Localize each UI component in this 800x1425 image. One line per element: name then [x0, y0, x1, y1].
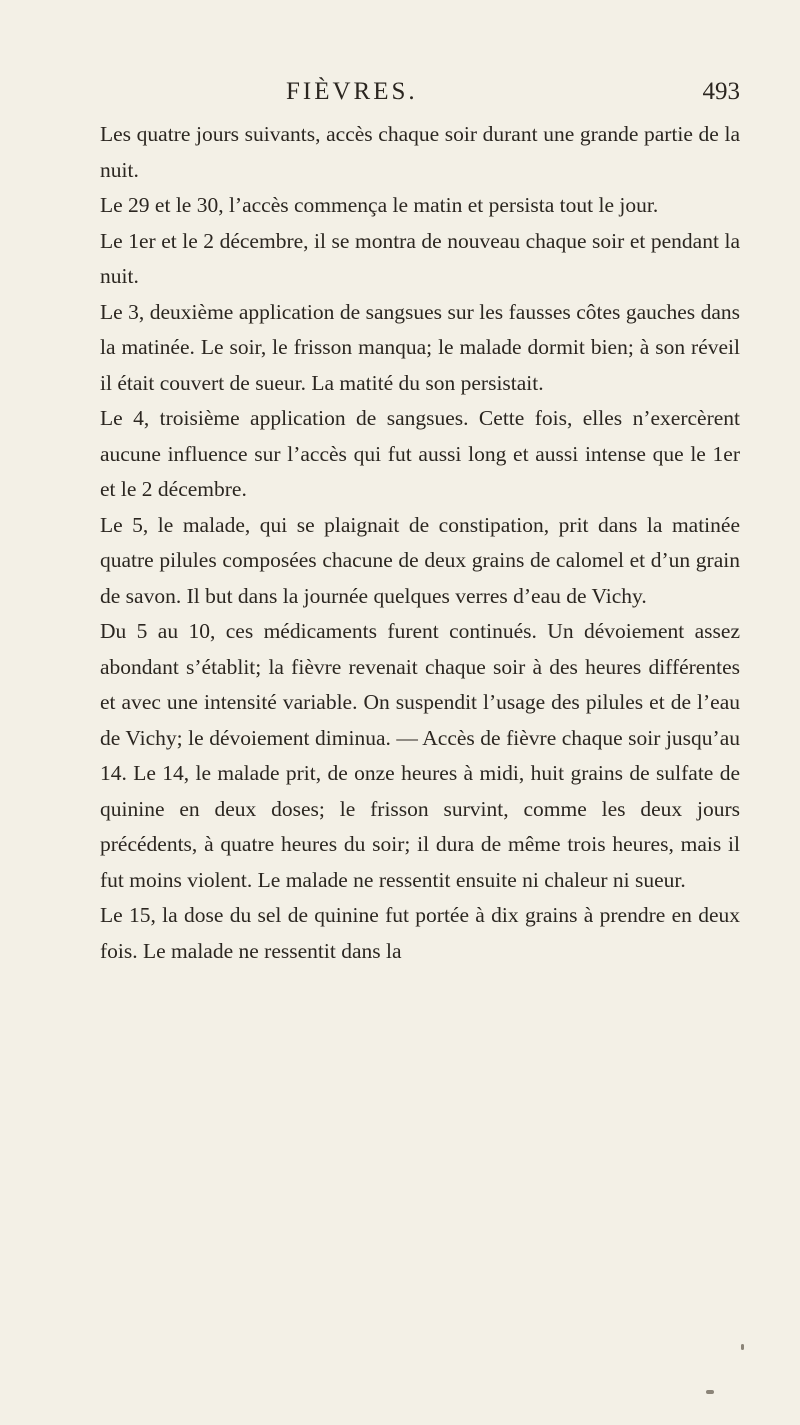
- paragraph: Les quatre jours suivants, accès chaque soir durant une grande partie de la nuit.: [100, 122, 740, 182]
- paragraph: Du 5 au 10, ces médicaments furent continués. Un dévoiement assez abondant s’établit; la fièvre revenait chaque soir à des heures différentes et avec une intensité variable. On suspendit l’usage des pilules et de l’eau de Vichy; le dévoiement diminua. — Accès de fièvre chaque soir jusqu’au 14. Le 14, le malade prit, de onze heures à midi, huit grains de sulfate de quinine en deux doses; le frisson survint, comme les deux jours précédents, à quatre heures du soir; il dura de même trois heures, mais il fut moins violent. Le malade ne ressentit ensuite ni chaleur ni sueur.: [100, 619, 740, 892]
- paragraph: Le 29 et le 30, l’accès commença le matin et persista tout le jour.: [100, 193, 659, 217]
- paragraph: Le 15, la dose du sel de quinine fut portée à dix grains à prendre en deux fois. Le malade ne ressentit dans la: [100, 903, 740, 963]
- paragraph: Le 1er et le 2 décembre, il se montra de nouveau chaque soir et pendant la nuit.: [100, 228, 740, 288]
- paper-speck: [706, 1390, 714, 1394]
- paragraph: Le 3, deuxième application de sangsues sur les fausses côtes gauches dans la matinée. Le soir, le frisson manqua; le malade dormit bien; à son réveil il était couvert de sueur. La matité du son persistait.: [100, 299, 740, 395]
- paragraph: Le 5, le malade, qui se plaignait de constipation, prit dans la matinée quatre pilules composées chacune de deux grains de calomel et d’un grain de savon. Il but dans la journée quelques verres d’eau de Vichy.: [100, 512, 740, 608]
- page-number: 493: [702, 78, 740, 105]
- body-text: [100, 117, 740, 969]
- paper-speck: [741, 1344, 744, 1350]
- running-head: [100, 78, 740, 114]
- running-title: FIÈVRES.: [286, 78, 418, 105]
- paragraph: Le 4, troisième application de sangsues. Cette fois, elles n’exercèrent aucune influence sur l’accès qui fut aussi long et aussi intense que le 1er et le 2 décembre.: [100, 406, 740, 501]
